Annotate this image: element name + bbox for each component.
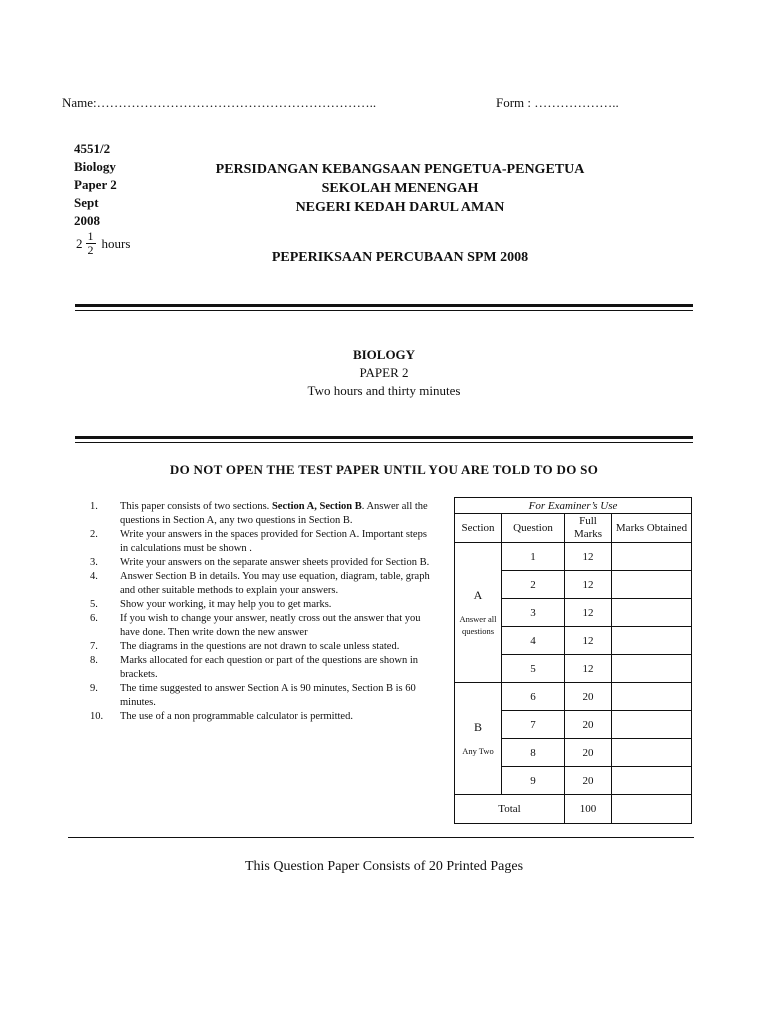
- duration: [76, 230, 130, 257]
- table-row: [455, 543, 692, 571]
- instruction-text-bold: Section A, Section B: [271, 501, 362, 512]
- paper-number: Paper 2: [74, 177, 117, 192]
- section-a-cell: [455, 543, 502, 683]
- marks-obtained-cell[interactable]: [612, 683, 692, 711]
- name-field[interactable]: Name:………………………………………………………..: [62, 95, 377, 110]
- question-number-cell: 7: [502, 711, 565, 739]
- question-number-cell: 1: [502, 543, 565, 571]
- instruction-number: 8.: [90, 655, 98, 666]
- instruction-number: 6.: [90, 613, 98, 624]
- instruction-item: [90, 612, 430, 640]
- instruction-text: [120, 640, 399, 654]
- subject-title: BIOLOGY: [352, 347, 416, 362]
- instruction-item: [90, 682, 430, 710]
- instruction-text-main: Marks allocated for each question or part of the questions are shown in brackets.: [120, 655, 418, 680]
- question-number-cell: 3: [502, 599, 565, 627]
- subject-time: Two hours and thirty minutes: [307, 383, 461, 398]
- form-field[interactable]: Form : ………………..: [496, 95, 619, 110]
- instruction-text: [120, 500, 430, 528]
- total-value: 100: [565, 795, 612, 824]
- full-marks-cell: 20: [565, 767, 612, 795]
- question-number-cell: 5: [502, 655, 565, 683]
- instruction-number: 4.: [90, 571, 98, 582]
- organizer-line-2: SEKOLAH MENENGAH: [321, 181, 479, 196]
- instruction-item: [90, 500, 430, 528]
- page-count-note: This Question Paper Consists of 20 Printed Pages: [244, 859, 524, 874]
- total-obtained[interactable]: [612, 795, 692, 824]
- total-label: Total: [455, 795, 565, 824]
- organizer-line-1: PERSIDANGAN KEBANGSAAN PENGETUA-PENGETUA: [215, 162, 585, 177]
- instruction-text-main: Write your answers on the separate answer sheets provided for Section B.: [120, 557, 430, 568]
- instruction-item: [90, 598, 430, 612]
- instruction-text-main: The diagrams in the questions are not drawn to scale unless stated.: [120, 641, 400, 652]
- instruction-item: [90, 710, 430, 724]
- subject-block: [184, 346, 584, 400]
- col-header-full-marks: Full Marks: [565, 514, 612, 543]
- full-marks-cell: 12: [565, 655, 612, 683]
- instruction-text-main: Answer Section B in details. You may use equation, diagram, table, graph and other suitable methods to explain your answers.: [120, 571, 430, 596]
- marks-obtained-cell[interactable]: [612, 655, 692, 683]
- instruction-number: 10.: [90, 711, 104, 722]
- bottom-rule: [68, 837, 694, 838]
- instruction-text-main: Write your answers in the spaces provided for Section A. Important steps in calculations must be shown .: [120, 529, 427, 554]
- paper-subject: Biology: [74, 159, 116, 174]
- instruction-text: [120, 682, 430, 710]
- instruction-text: [120, 654, 430, 682]
- marks-obtained-cell[interactable]: [612, 599, 692, 627]
- instruction-item: [90, 640, 430, 654]
- organizer-line-3: NEGERI KEDAH DARUL AMAN: [295, 200, 505, 215]
- full-marks-cell: 12: [565, 627, 612, 655]
- instruction-number: 3.: [90, 557, 98, 568]
- duration-numerator: 1: [87, 229, 94, 243]
- instruction-item: [90, 528, 430, 556]
- col-header-question: Question: [502, 514, 565, 543]
- paper-month: Sept: [74, 195, 99, 210]
- examiner-table-title: For Examiner’s Use: [455, 498, 692, 514]
- marks-obtained-cell[interactable]: [612, 739, 692, 767]
- question-number-cell: 4: [502, 627, 565, 655]
- full-marks-cell: 12: [565, 571, 612, 599]
- marks-obtained-cell[interactable]: [612, 543, 692, 571]
- section-letter: B: [473, 720, 482, 734]
- instruction-text-tail: . Answer all the questions in Section A, any two questions in Section B.: [120, 501, 428, 526]
- question-number-cell: 9: [502, 767, 565, 795]
- instruction-text-main: If you wish to change your answer, neatly cross out the answer that you have done. Then write down the new answer: [120, 613, 421, 638]
- instruction-text: [120, 556, 429, 570]
- duration-unit: hours: [101, 235, 131, 251]
- marks-obtained-cell[interactable]: [612, 571, 692, 599]
- table-row: [455, 683, 692, 711]
- marks-obtained-cell[interactable]: [612, 767, 692, 795]
- duration-denominator: 2: [87, 243, 94, 257]
- instruction-item: [90, 654, 430, 682]
- instruction-text-main: The use of a non programmable calculator is permitted.: [120, 711, 353, 722]
- examiner-table: [454, 497, 692, 824]
- instruction-text: [120, 570, 430, 598]
- instruction-text: [120, 612, 430, 640]
- instruction-text-main: The time suggested to answer Section A is 90 minutes, Section B is 60 minutes.: [120, 683, 416, 708]
- question-number-cell: 2: [502, 571, 565, 599]
- paper-code: 4551/2: [74, 141, 111, 156]
- instruction-text-main: Show your working, it may help you to get marks.: [120, 599, 332, 610]
- duration-whole: 2: [76, 235, 83, 251]
- section-note: Any Two: [462, 746, 494, 756]
- instruction-number: 2.: [90, 529, 98, 540]
- full-marks-cell: 12: [565, 543, 612, 571]
- full-marks-cell: 20: [565, 683, 612, 711]
- instruction-text: [120, 710, 353, 724]
- section-note: Answer all questions: [459, 614, 497, 636]
- exam-title: PEPERIKSAAN PERCUBAAN SPM 2008: [271, 250, 529, 265]
- double-rule-top: [75, 304, 693, 311]
- full-marks-cell: 12: [565, 599, 612, 627]
- instructions-list: [90, 500, 430, 724]
- paper-year: 2008: [74, 213, 100, 228]
- instruction-number: 5.: [90, 599, 98, 610]
- organizer-heading: [180, 160, 620, 217]
- marks-obtained-cell[interactable]: [612, 711, 692, 739]
- instruction-item: [90, 570, 430, 598]
- instruction-item: [90, 556, 430, 570]
- duration-fraction: [86, 230, 96, 257]
- col-header-marks-obtained: Marks Obtained: [612, 514, 692, 543]
- instruction-number: 7.: [90, 641, 98, 652]
- question-number-cell: 6: [502, 683, 565, 711]
- section-b-cell: [455, 683, 502, 795]
- paper-code-block: [74, 140, 117, 230]
- full-marks-cell: 20: [565, 711, 612, 739]
- col-header-section: Section: [455, 514, 502, 543]
- full-marks-cell: 20: [565, 739, 612, 767]
- warning-banner: DO NOT OPEN THE TEST PAPER UNTIL YOU ARE TOLD TO DO SO: [169, 462, 599, 477]
- instruction-number: 9.: [90, 683, 98, 694]
- instruction-text: [120, 528, 430, 556]
- question-number-cell: 8: [502, 739, 565, 767]
- instruction-text-main: This paper consists of two sections.: [120, 501, 272, 512]
- section-letter: A: [473, 588, 483, 602]
- instruction-text: [120, 598, 331, 612]
- subject-paper: PAPER 2: [359, 365, 409, 380]
- double-rule-bottom: [75, 436, 693, 443]
- marks-obtained-cell[interactable]: [612, 627, 692, 655]
- instruction-number: 1.: [90, 501, 98, 512]
